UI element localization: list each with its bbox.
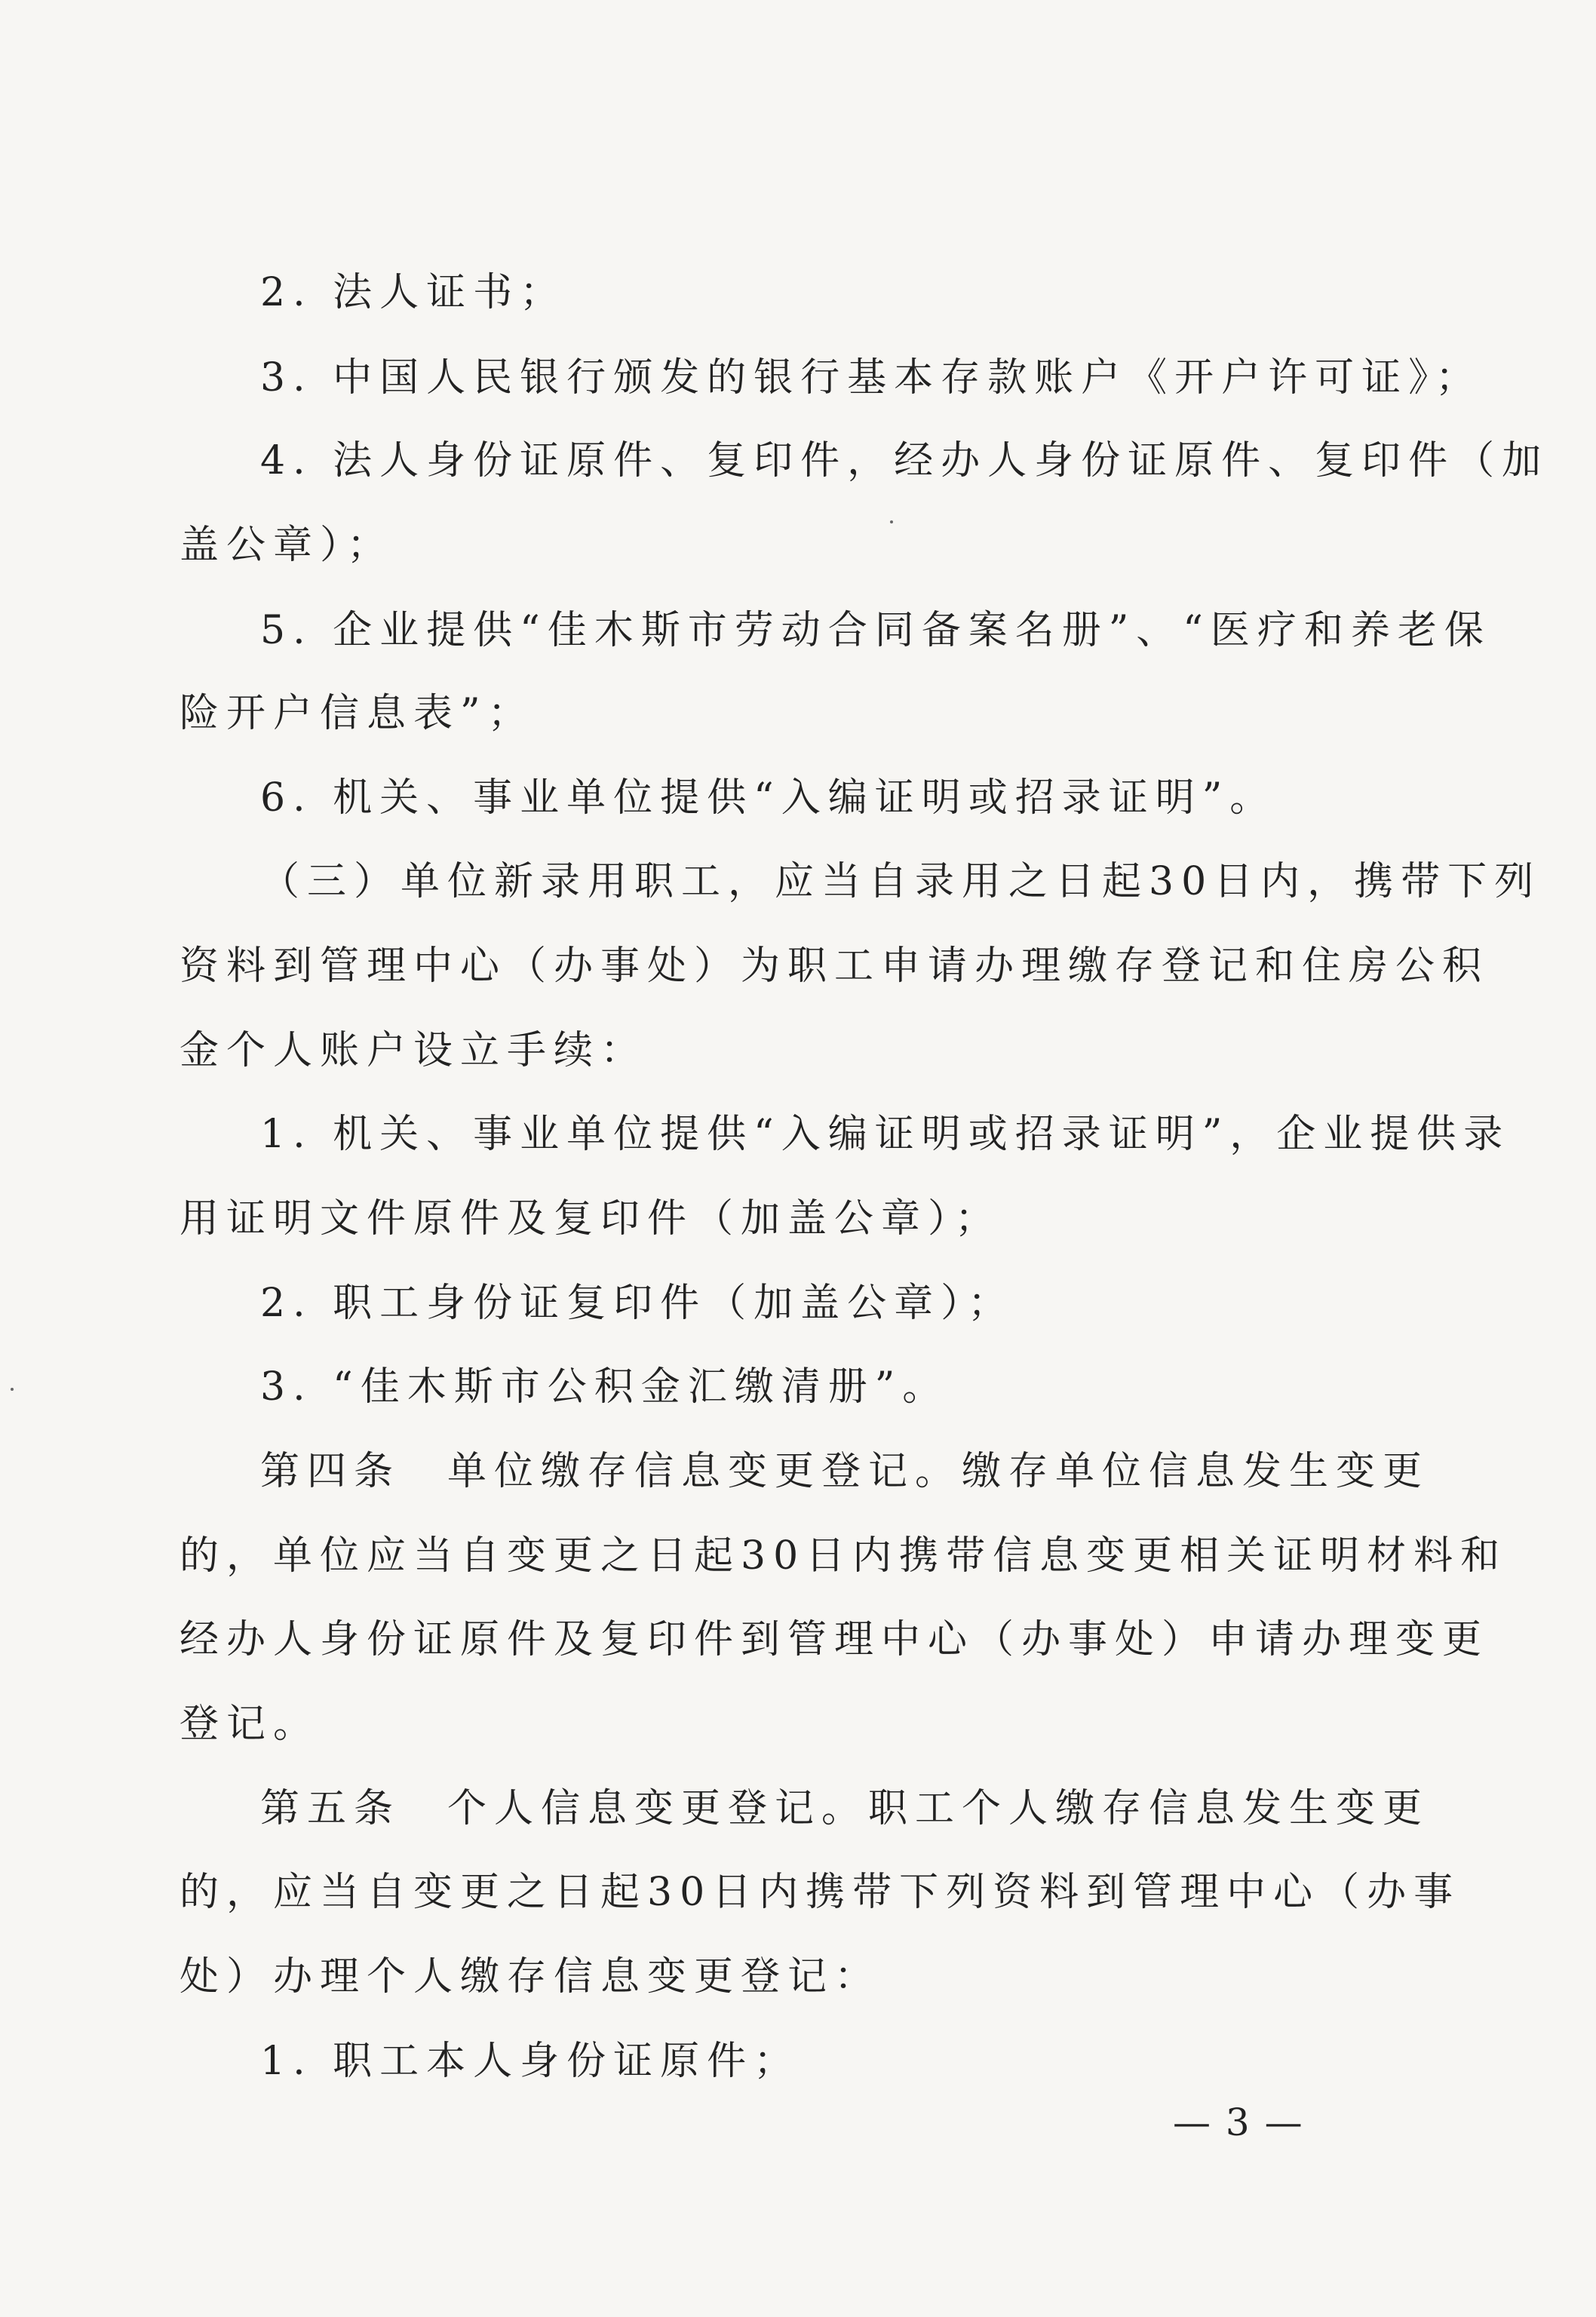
- text-line: 资料到管理中心（办事处）为职工申请办理缴存登记和住房公积: [180, 944, 1490, 989]
- text-line: 1. 机关、事业单位提供“入编证明或招录证明”，企业提供录: [260, 1112, 1511, 1157]
- text-line: 1. 职工本人身份证原件；: [260, 2039, 801, 2084]
- text-line: 用证明文件原件及复印件（加盖公章）；: [180, 1196, 1002, 1241]
- page-number: — 3 —: [1173, 2101, 1304, 2144]
- text-line: 经办人身份证原件及复印件到管理中心（办事处）申请办理变更: [180, 1617, 1490, 1662]
- text-line: 的，应当自变更之日起30日内携带下列资料到管理中心（办事: [180, 1870, 1461, 1915]
- text-line: 金个人账户设立手续：: [180, 1028, 648, 1073]
- text-line: 登记。: [180, 1702, 321, 1747]
- text-line: 处）办理个人缴存信息变更登记：: [180, 1954, 882, 1999]
- text-line: 第五条 个人信息变更登记。职工个人缴存信息发生变更: [260, 1786, 1430, 1831]
- text-line: 4. 法人身份证原件、复印件，经办人身份证原件、复印件（加: [260, 438, 1549, 483]
- text-line: 盖公章）；: [180, 523, 394, 568]
- text-line: （三）单位新录用职工，应当自录用之日起30日内，携带下列: [260, 859, 1542, 904]
- text-line: 2. 法人证书；: [260, 270, 567, 315]
- text-line: 3. 中国人民银行颁发的银行基本存款账户《开户许可证》；: [260, 355, 1483, 400]
- text-line: 的，单位应当自变更之日起30日内携带信息变更相关证明材料和: [180, 1533, 1508, 1579]
- text-line: 2. 职工身份证复印件（加盖公章）；: [260, 1281, 1015, 1326]
- text-line: 6. 机关、事业单位提供“入编证明或招录证明”。: [260, 775, 1277, 821]
- text-line: 3. “佳木斯市公积金汇缴清册”。: [260, 1364, 950, 1410]
- text-line: 第四条 单位缴存信息变更登记。缴存单位信息发生变更: [260, 1449, 1430, 1494]
- scan-speck: [11, 1388, 14, 1391]
- scan-speck: [890, 520, 893, 523]
- text-line: 5. 企业提供“佳木斯市劳动合同备案名册”、“医疗和养老保: [260, 608, 1491, 653]
- text-line: 险开户信息表”；: [180, 691, 535, 736]
